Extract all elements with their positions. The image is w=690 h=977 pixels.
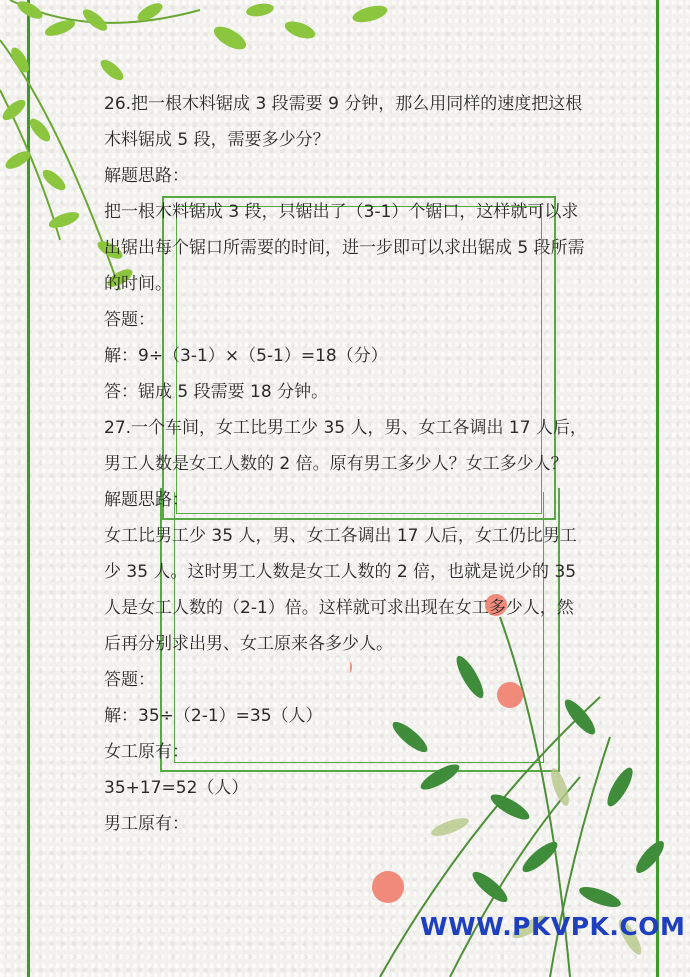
q26-problem: 26.把一根木料锯成 3 段需要 9 分钟，那么用同样的速度把这根木料锯成 5 段，需要多少分？: [104, 94, 583, 150]
q27-analysis-label: 解题思路：: [104, 490, 189, 510]
q27-solution: 解：35÷（2-1）=35（人）: [104, 706, 323, 726]
q27-female-label: 女工原有：: [104, 742, 189, 762]
q26-final-answer: 答：锯成 5 段需要 18 分钟。: [104, 382, 329, 402]
q26-solution: 解：9÷（3-1）×（5-1）=18（分）: [104, 346, 388, 366]
q27-analysis: 女工比男工少 35 人，男、女工各调出 17 人后，女工仍比男工少 35 人。这时男工人数是女工人数的 2 倍，也就是说少的 35 人是女工人数的（2-1）倍。这样就可求出现在女工多少人，然后再分别求出男、女工原来各多少人。: [104, 526, 577, 654]
q27-answer-label: 答题：: [104, 670, 155, 690]
q26-answer-label: 答题：: [104, 310, 155, 330]
page-content: [104, 86, 590, 842]
q27-female-calc: 35+17=52（人）: [104, 778, 249, 798]
q26-analysis-label: 解题思路：: [104, 166, 189, 186]
q27-problem: 27.一个车间，女工比男工少 35 人，男、女工各调出 17 人后，男工人数是女工人数的 2 倍。原有男工多少人？女工多少人？: [104, 418, 587, 474]
site-watermark: WWW.PKVPK.COM: [420, 912, 686, 941]
q26-analysis: 把一根木料锯成 3 段，只锯出了（3-1）个锯口，这样就可以求出锯出每个锯口所需要的时间，进一步即可以求出锯成 5 段所需的时间。: [104, 202, 585, 294]
q27-male-label: 男工原有：: [104, 814, 189, 834]
